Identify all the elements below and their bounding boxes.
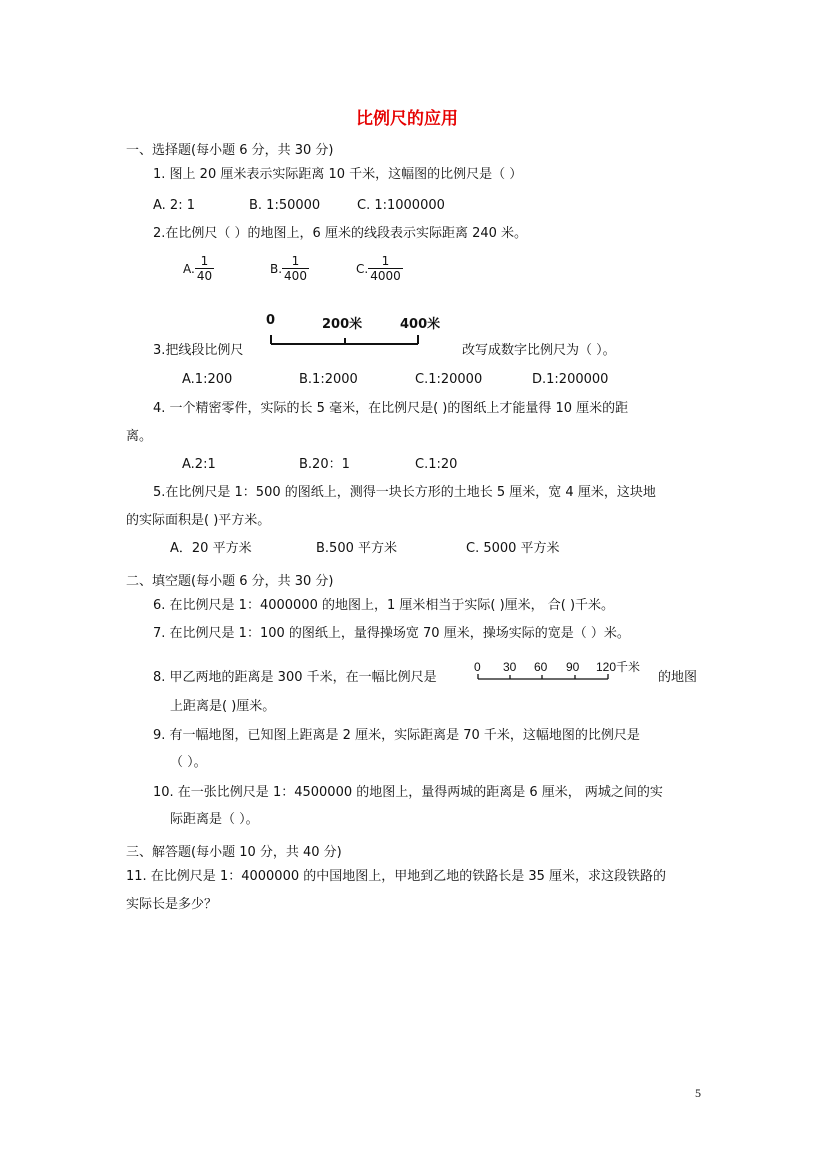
question-11-line-1: 11. 在比例尺是 1：4000000 的中国地图上，甲地到乙地的铁路长是 35 厘米，求这段铁路的 (126, 869, 667, 884)
question-2-option-a (183, 255, 214, 284)
question-10-line-1: 10. 在一张比例尺是 1：4500000 的地图上，量得两城的距离是 6 厘米， 两城之间的实 (153, 785, 663, 800)
question-4-line-2: 离。 (126, 429, 153, 444)
question-8-line-2: 上距离是( )厘米。 (170, 699, 276, 714)
question-4-option-a: A.2:1 (182, 457, 216, 472)
option-a-label: A. (183, 262, 195, 277)
section-heading-choice: 一、选择题(每小题 6 分，共 30 分) (126, 143, 334, 158)
page-number: 5 (695, 1086, 701, 1100)
fraction-a (195, 255, 214, 284)
fraction-b-denominator: 400 (284, 269, 307, 284)
question-3-option-d: D.1:200000 (532, 372, 609, 387)
question-2-option-b (270, 255, 309, 284)
fraction-b-numerator: 1 (291, 254, 300, 268)
question-5-option-b: B.500 平方米 (316, 541, 397, 556)
question-1-option-c: C. 1:1000000 (357, 198, 445, 213)
fraction-a-numerator: 1 (200, 254, 209, 268)
question-8-end: 的地图 (658, 670, 698, 685)
question-5-option-a: A．20 平方米 (170, 541, 252, 556)
question-3-option-c: C.1:20000 (415, 372, 483, 387)
fraction-a-denominator: 40 (196, 269, 213, 284)
question-10-line-2: 际距离是（ ）。 (170, 812, 259, 827)
fraction-c (368, 255, 403, 284)
question-11-line-2: 实际长是多少？ (126, 897, 218, 912)
scale-bar-label-400: 400米 (400, 317, 441, 332)
line-scale-bar-km (472, 673, 622, 687)
scale-bar-label-0: 0 (266, 313, 276, 328)
line-scale-bar (265, 332, 425, 352)
question-4-option-c: C.1:20 (415, 457, 458, 472)
question-8-start: 8. 甲乙两地的距离是 300 千米，在一幅比例尺是 (153, 670, 437, 685)
scale-bar-label-120km: 120千米 (596, 660, 641, 674)
fraction-c-numerator: 1 (381, 254, 390, 268)
page-title: 比例尺的应用 (356, 109, 458, 129)
question-1-option-b: B. 1:50000 (249, 198, 321, 213)
question-5-line-2: 的实际面积是( )平方米。 (126, 513, 271, 528)
scale-bar-label-90: 90 (566, 660, 580, 674)
question-5-option-c: C. 5000 平方米 (466, 541, 560, 556)
question-7: 7. 在比例尺是 1：100 的图纸上，量得操场宽 70 厘米，操场实际的宽是（ ）米。 (153, 626, 630, 641)
fraction-b (282, 255, 309, 284)
scale-bar-label-60: 60 (534, 660, 548, 674)
question-4-line-1: 4. 一个精密零件，实际的长 5 毫米，在比例尺是( )的图纸上才能量得 10 厘米的距 (153, 401, 629, 416)
question-5-line-1: 5.在比例尺是 1：500 的图纸上，测得一块长方形的土地长 5 厘米，宽 4 厘米，这块地 (153, 485, 656, 500)
question-3-end: 改写成数字比例尺为（ ）。 (462, 343, 616, 358)
question-3-start: 3.把线段比例尺 (153, 343, 244, 358)
option-b-label: B. (270, 262, 283, 277)
scale-bar-label-30: 30 (503, 660, 517, 674)
question-2-option-c (356, 255, 403, 284)
question-1: 1. 图上 20 厘米表示实际距离 10 千米，这幅图的比例尺是（ ） (153, 167, 523, 182)
fraction-c-denominator: 4000 (370, 269, 401, 284)
question-9-line-2: （ ）。 (170, 755, 207, 770)
question-3-option-b: B.1:2000 (299, 372, 358, 387)
question-3-option-a: A.1:200 (182, 372, 233, 387)
section-heading-solve: 三、解答题(每小题 10 分，共 40 分) (126, 845, 342, 860)
question-4-option-b: B.20：1 (299, 457, 350, 472)
scale-bar-label-0: 0 (474, 660, 481, 674)
question-2: 2.在比例尺（ ）的地图上，6 厘米的线段表示实际距离 240 米。 (153, 226, 528, 241)
question-6: 6. 在比例尺是 1：4000000 的地图上，1 厘米相当于实际( )厘米， 合( )千米。 (153, 598, 615, 613)
question-9-line-1: 9. 有一幅地图，已知图上距离是 2 厘米，实际距离是 70 千米，这幅地图的比例尺是 (153, 728, 640, 743)
section-heading-fill-in: 二、填空题(每小题 6 分，共 30 分) (126, 574, 334, 589)
question-1-option-a: A. 2: 1 (153, 198, 195, 213)
option-c-label: C. (356, 262, 369, 277)
scale-bar-label-200: 200米 (322, 317, 363, 332)
